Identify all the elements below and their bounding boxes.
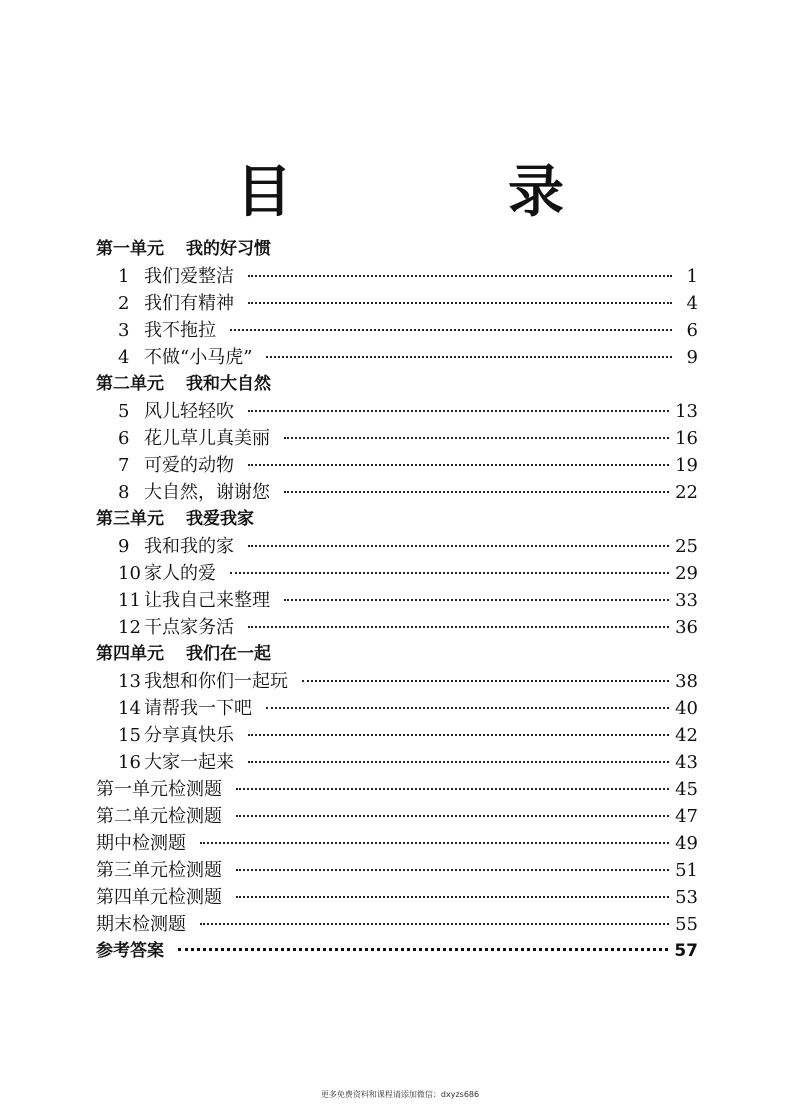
test-title: 期末检测题 <box>96 914 186 935</box>
lesson-title: 让我自己来整理 <box>144 590 270 611</box>
unit-label: 第三单元 <box>96 509 164 529</box>
lesson-number: 11 <box>118 590 141 611</box>
leader-dots <box>230 572 669 574</box>
leader-dots <box>302 680 669 682</box>
leader-dots <box>236 815 669 817</box>
page-number: 4 <box>686 293 698 314</box>
lesson-number: 4 <box>118 347 130 368</box>
page-number: 57 <box>674 941 698 961</box>
toc-lesson-entry[interactable] <box>96 587 698 614</box>
toc-answers-entry[interactable] <box>96 938 698 965</box>
page-number: 43 <box>675 752 698 773</box>
test-title: 第三单元检测题 <box>96 860 222 881</box>
footer-note: 更多免费资料和课程请添加微信：dxyzs686 <box>320 1090 480 1099</box>
leader-dots <box>236 869 669 871</box>
lesson-number: 5 <box>118 401 130 422</box>
lesson-title: 可爱的动物 <box>144 455 234 476</box>
lesson-title: 干点家务活 <box>144 617 234 638</box>
toc-lesson-entry[interactable] <box>96 317 698 344</box>
page-number: 53 <box>675 887 698 908</box>
unit-label: 第二单元 <box>96 374 164 394</box>
toc-lesson-entry[interactable] <box>96 344 698 371</box>
lesson-title: 不做“小马虎” <box>144 347 253 368</box>
page-number: 49 <box>675 833 698 854</box>
lesson-number: 8 <box>118 482 130 503</box>
toc-lesson-entry[interactable] <box>96 452 698 479</box>
toc-lesson-entry[interactable] <box>96 290 698 317</box>
page-number: 51 <box>675 860 698 881</box>
leader-dots <box>248 275 672 277</box>
page-number: 42 <box>675 725 698 746</box>
toc-lesson-entry[interactable] <box>96 560 698 587</box>
toc-unit-heading[interactable] <box>96 236 698 263</box>
lesson-number: 2 <box>118 293 130 314</box>
test-title: 第四单元检测题 <box>96 887 222 908</box>
toc-unit-heading[interactable] <box>96 506 698 533</box>
lesson-number: 13 <box>118 671 141 692</box>
toc-test-entry[interactable] <box>96 830 698 857</box>
test-title: 第一单元检测题 <box>96 779 222 800</box>
toc-lesson-entry[interactable] <box>96 722 698 749</box>
lesson-title: 大家一起来 <box>144 752 234 773</box>
lesson-title: 分享真快乐 <box>144 725 234 746</box>
page-number: 19 <box>675 455 698 476</box>
page-number: 33 <box>675 590 698 611</box>
unit-name: 我们在一起 <box>186 644 271 664</box>
lesson-number: 14 <box>118 698 141 719</box>
leader-dots <box>248 302 672 304</box>
answers-title: 参考答案 <box>96 941 164 961</box>
lesson-title: 花儿草儿真美丽 <box>144 428 270 449</box>
lesson-number: 10 <box>118 563 141 584</box>
leader-dots <box>266 707 669 709</box>
page-number: 9 <box>686 347 698 368</box>
lesson-title: 我们有精神 <box>144 293 234 314</box>
lesson-title: 请帮我一下吧 <box>144 698 252 719</box>
toc-lesson-entry[interactable] <box>96 695 698 722</box>
leader-dots <box>248 464 669 466</box>
lesson-number: 6 <box>118 428 130 449</box>
toc-unit-heading[interactable] <box>96 641 698 668</box>
toc-lesson-entry[interactable] <box>96 479 698 506</box>
unit-name: 我的好习惯 <box>186 239 271 259</box>
page-number: 55 <box>675 914 698 935</box>
page-number: 45 <box>675 779 698 800</box>
leader-dots <box>200 923 669 925</box>
lesson-number: 7 <box>118 455 130 476</box>
page-number: 29 <box>675 563 698 584</box>
page-number: 25 <box>675 536 698 557</box>
page-number: 22 <box>675 482 698 503</box>
toc-lesson-entry[interactable] <box>96 668 698 695</box>
toc-lesson-entry[interactable] <box>96 263 698 290</box>
leader-dots <box>284 491 669 493</box>
lesson-title: 我想和你们一起玩 <box>144 671 288 692</box>
page-title: 目 录 <box>236 160 644 225</box>
leader-dots <box>284 437 669 439</box>
lesson-title: 家人的爱 <box>144 563 216 584</box>
toc-test-entry[interactable] <box>96 884 698 911</box>
page-number: 1 <box>686 266 698 287</box>
toc-lesson-entry[interactable] <box>96 749 698 776</box>
page-number: 36 <box>675 617 698 638</box>
leader-dots <box>230 329 672 331</box>
page-number: 38 <box>675 671 698 692</box>
leader-dots <box>236 788 669 790</box>
lesson-number: 16 <box>118 752 141 773</box>
test-title: 期中检测题 <box>96 833 186 854</box>
leader-dots <box>284 599 669 601</box>
leader-dots <box>248 761 669 763</box>
toc-lesson-entry[interactable] <box>96 398 698 425</box>
leader-dots <box>200 842 669 844</box>
lesson-number: 12 <box>118 617 141 638</box>
page-number: 16 <box>675 428 698 449</box>
toc-test-entry[interactable] <box>96 857 698 884</box>
table-of-contents <box>96 236 698 965</box>
lesson-title: 我不拖拉 <box>144 320 216 341</box>
lesson-title: 风儿轻轻吹 <box>144 401 234 422</box>
leader-dots <box>178 948 668 951</box>
lesson-number: 1 <box>118 266 130 287</box>
leader-dots <box>248 410 669 412</box>
test-title: 第二单元检测题 <box>96 806 222 827</box>
toc-lesson-entry[interactable] <box>96 425 698 452</box>
lesson-title: 我们爱整洁 <box>144 266 234 287</box>
lesson-number: 9 <box>118 536 130 557</box>
lesson-number: 15 <box>118 725 141 746</box>
page-number: 6 <box>686 320 698 341</box>
leader-dots <box>248 626 669 628</box>
toc-test-entry[interactable] <box>96 803 698 830</box>
lesson-title: 我和我的家 <box>144 536 234 557</box>
page-number: 13 <box>675 401 698 422</box>
toc-test-entry[interactable] <box>96 911 698 938</box>
unit-name: 我和大自然 <box>186 374 271 394</box>
toc-lesson-entry[interactable] <box>96 533 698 560</box>
toc-lesson-entry[interactable] <box>96 614 698 641</box>
leader-dots <box>266 356 672 358</box>
unit-label: 第四单元 <box>96 644 164 664</box>
lesson-number: 3 <box>118 320 130 341</box>
lesson-title: 大自然，谢谢您 <box>144 482 270 503</box>
leader-dots <box>248 545 669 547</box>
toc-unit-heading[interactable] <box>96 371 698 398</box>
page-number: 40 <box>675 698 698 719</box>
leader-dots <box>236 896 669 898</box>
page-number: 47 <box>675 806 698 827</box>
unit-name: 我爱我家 <box>186 509 254 529</box>
toc-test-entry[interactable] <box>96 776 698 803</box>
unit-label: 第一单元 <box>96 239 164 259</box>
leader-dots <box>248 734 669 736</box>
